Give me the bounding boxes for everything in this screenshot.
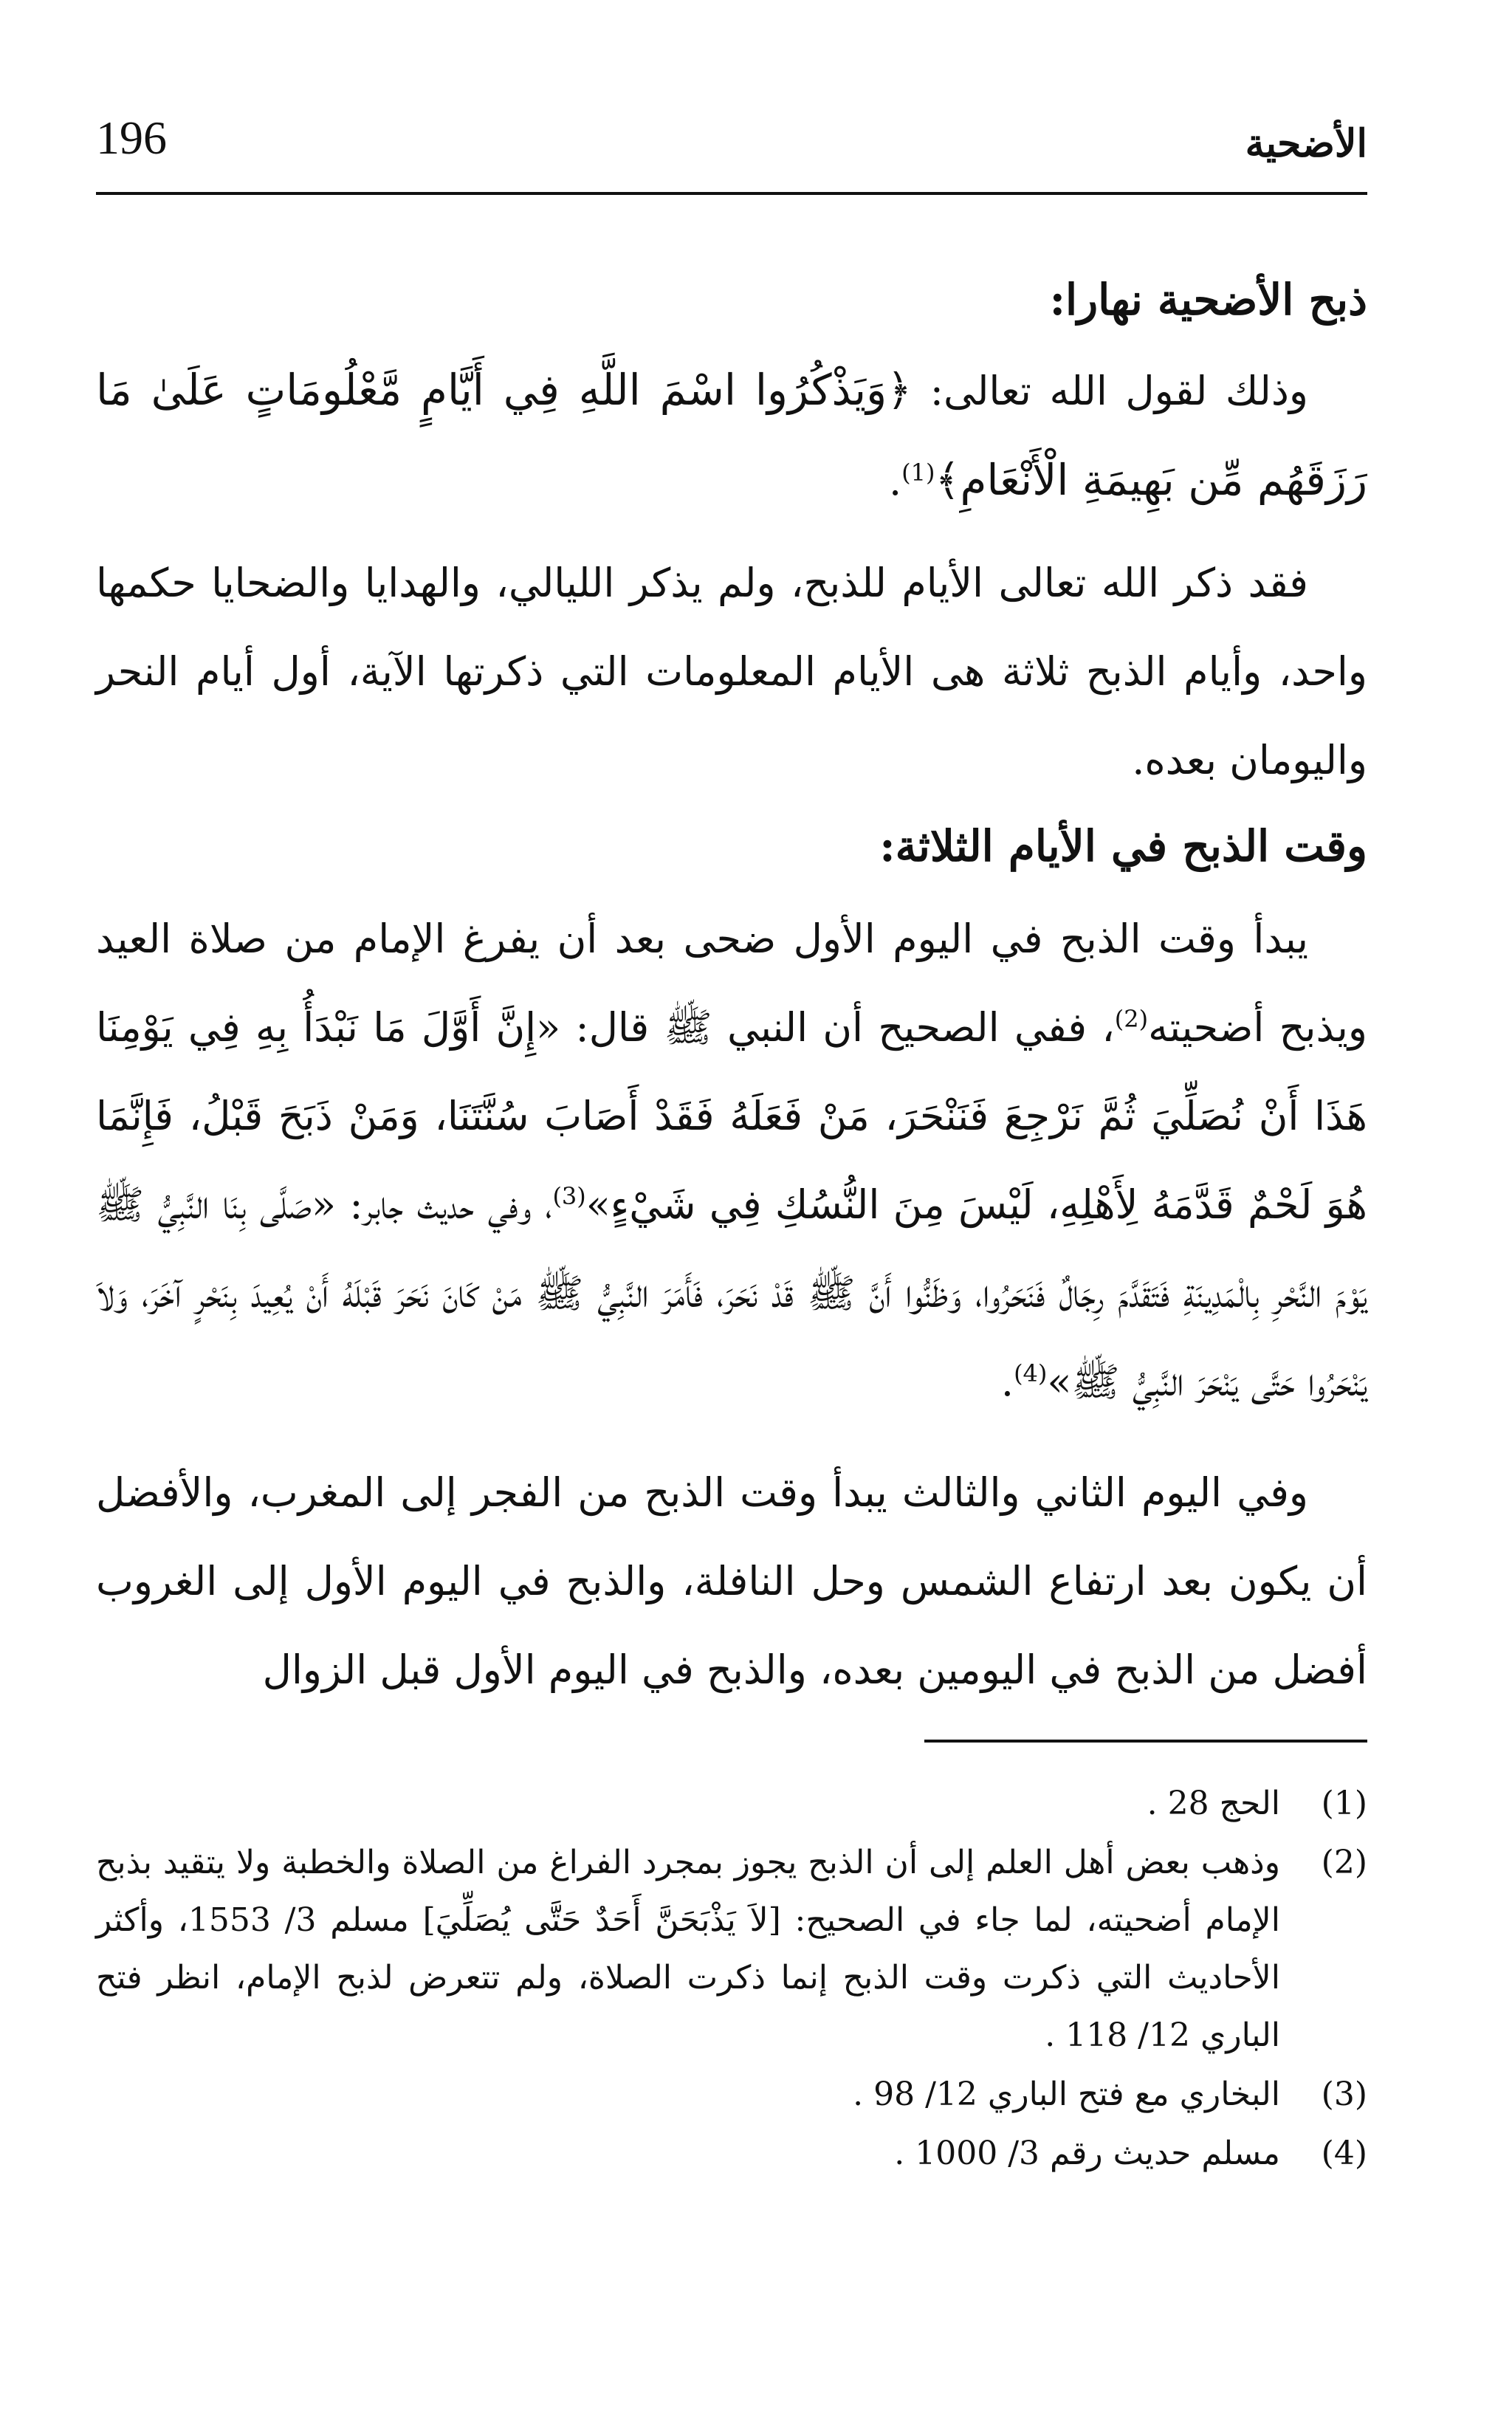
footnote (96, 2066, 1367, 2124)
footnote (96, 1775, 1367, 1833)
quran-verse: ﴿وَيَذْكُرُوا اسْمَ اللَّهِ فِي أَيَّامٍ مَّعْلُومَاتٍ عَلَىٰ مَا رَزَقَهُم مِّن بَهِيمَةِ الْأَنْعَامِ﴾ (96, 365, 1367, 505)
quran-citation-paragraph (96, 346, 1367, 526)
hadith-text: ، ففي الصحيح أن النبي ﷺ قال: «إِنَّ أَوَّلَ مَا نَبْدَأُ بِهِ فِي يَوْمِنَا هَذَا أَنْ نُصَلِّيَ ثُمَّ نَرْجِعَ فَنَنْحَرَ، مَنْ فَعَلَهُ فَقَدْ أَصَابَ سُنَّتَنَا، وَمَنْ ذَبَحَ قَبْلُ، فَإِنَّمَا هُوَ لَحْمٌ قَدَّمَهُ لِأَهْلِهِ، لَيْسَ مِنَ النُّسُكِ فِي شَيْءٍ» (96, 1004, 1367, 1228)
footnote-ref: (2) (1114, 1005, 1149, 1033)
footnote-text: وذهب بعض أهل العلم إلى أن الذبح يجوز بمجرد الفراغ من الصلاة والخطبة ولا يتقيد بذبح الإمام أضحيته، لما جاء في الصحيح: [لاَ يَذْبَحَنَّ أَحَدٌ حَتَّى يُصَلِّيَ] مسلم 3/ 1553، وأكثر الأحاديث التي ذكرت وقت الذبح إنما ذكرت الصلاة، ولم تتعرض لذبح الإمام، انظر فتح الباري 12/ 118 . (96, 1844, 1280, 2054)
section-body-slaughter-time (96, 895, 1367, 1714)
footnote-ref: (3) (552, 1182, 586, 1210)
running-title: الأضحية (1245, 121, 1367, 166)
section-heading-daytime-slaughter: ذبح الأضحية نهارا: (1049, 275, 1367, 325)
footnote-ref: (1) (901, 459, 935, 487)
sentence-end: . (1000, 1359, 1014, 1405)
footnote-separator (924, 1740, 1367, 1743)
body-text: يبدأ وقت الذبح في اليوم الأول ضحى بعد أن يفرغ الإمام من صلاة العيد ويذبح أضحيته (96, 916, 1367, 1051)
hadith-text: ، وفي حديث جابر: «صَلَّى بِنَا النَّبِيُّ ﷺ يَوْمَ النَّحْرِ بِالْمَدِينَةِ فَتَقَدَّمَ رِجَالٌ فَنَحَرُوا، وَظَنُّوا أَنَّ ﷺ قَدْ نَحَرَ، فَأَمَرَ النَّبِيُّ ﷺ مَنْ كَانَ نَحَرَ قَبْلَهُ أَنْ يُعِيدَ بِنَحْرٍ آخَرَ، وَلاَ يَنْحَرُوا حَتَّى يَنْحَرَ النَّبِيُّ ﷺ» (96, 1181, 1367, 1405)
page-number: 196 (96, 111, 167, 164)
body-paragraph: وفي اليوم الثاني والثالث يبدأ وقت الذبح من الفجر إلى المغرب، والأفضل أن يكون بعد ارتفاع الشمس وحل النافلة، والذبح في اليوم الأول إلى الغروب أفضل من الذبح في اليومين بعده، والذبح في اليوم الأول قبل الزوال (96, 1469, 1367, 1693)
footnote-number: (1) (1321, 1785, 1367, 1822)
footnote-text: مسلم حديث رقم 3/ 1000 . (894, 2135, 1280, 2172)
footnote (96, 1834, 1367, 2064)
sentence-end: . (889, 458, 902, 504)
body-paragraph: فقد ذكر الله تعالى الأيام للذبح، ولم يذكر الليالي، والهدايا والضحايا حكمها واحد، وأيام الذبح ثلاثة هى الأيام المعلومات التي ذكرتها الآية، أول أيام النحر واليومان بعده. (96, 560, 1367, 783)
page-header (96, 111, 1367, 195)
section-heading-slaughter-time: وقت الذبح في الأيام الثلاثة: (879, 821, 1367, 871)
footnote (96, 2125, 1367, 2183)
footnotes (96, 1775, 1367, 2184)
intro-text: وذلك لقول الله تعالى: (912, 368, 1309, 414)
footnote-text: الحج 28 . (1147, 1785, 1280, 1822)
footnote-number: (4) (1321, 2135, 1367, 2172)
footnote-text: البخاري مع فتح الباري 12/ 98 . (853, 2076, 1280, 2113)
section-body-daytime (96, 346, 1367, 805)
footnote-ref: (4) (1014, 1359, 1048, 1387)
hadith-paragraph (96, 895, 1367, 1427)
footnote-number: (2) (1321, 1844, 1367, 1881)
footnote-number: (3) (1321, 2076, 1367, 2113)
